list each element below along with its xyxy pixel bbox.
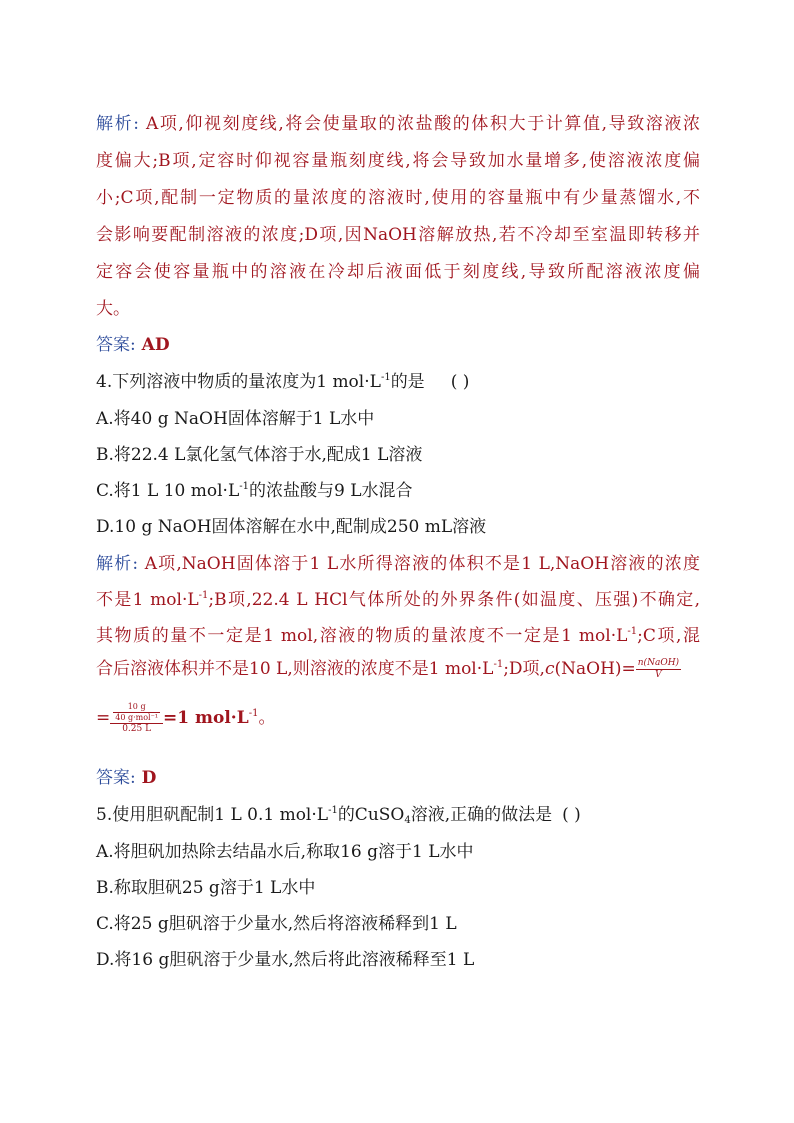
analysis-4-line-5: [96, 702, 275, 752]
analysis-3-line-4: 会影响要配制溶液的浓度;D项,因NaOH溶解放热,若不冷却至室温即转移并: [96, 225, 700, 245]
answer-label: 答案:: [96, 768, 136, 788]
analysis-label: 解析:: [96, 114, 139, 134]
q4-option-c-text-2: 的浓盐酸与9 L水混合: [249, 481, 413, 501]
analysis-4-text-2b: ;B项,22.4 L HCl气体所处的外界条件(如温度、压强)不确定,: [208, 590, 700, 610]
result-text: =1 mol·L: [163, 708, 249, 728]
question-5-stem: [96, 803, 581, 827]
equals-sign: =: [96, 708, 111, 728]
q5-stem-text-2: 的CuSO: [337, 805, 405, 825]
fraction-numerator: n(NaOH): [637, 658, 680, 668]
analysis-4-line-4: [96, 657, 700, 681]
concentration-symbol: c: [544, 659, 555, 679]
analysis-4-line-2: [96, 588, 700, 612]
q5-option-d: D.将16 g胆矾溶于少量水,然后将此溶液稀释至1 L: [96, 950, 475, 970]
q4-stem-text-2: 的是: [390, 372, 425, 392]
answer-blank: ( ): [450, 372, 470, 392]
q5-stem-text: 5.使用胆矾配制1 L 0.1 mol·L: [96, 805, 329, 825]
analysis-4-text-4b: ;D项,: [503, 659, 545, 679]
q4-option-d: D.10 g NaOH固体溶解在水中,配制成250 mL溶液: [96, 517, 487, 537]
q5-stem-text-3: 溶液,正确的做法是: [410, 805, 553, 825]
analysis-3-line-5: 定容会使容量瓶中的溶液在冷却后液面低于刻度线,导致所配溶液浓度偏: [96, 262, 700, 282]
analysis-4-text-1: A项,NaOH固体溶于1 L水所得溶液的体积不是1 L,NaOH溶液的浓度: [138, 554, 700, 574]
q4-stem-sup: -1: [380, 372, 391, 383]
q5-stem-sup: -1: [328, 805, 338, 816]
q5-option-a: A.将胆矾加热除去结晶水后,称取16 g溶于1 L水中: [96, 842, 474, 862]
analysis-3-line-2: 度偏大;B项,定容时仰视容量瓶刻度线,将会导致加水量增多,使溶液浓度偏: [96, 151, 700, 171]
superscript: -1: [493, 659, 504, 670]
analysis-4-text-3a: 其物质的量不一定是1 mol,溶液的物质的量浓度不一定是1 mol·L: [96, 626, 628, 646]
answer-4: [96, 766, 156, 790]
q4-option-b: B.将22.4 L氯化氢气体溶于水,配成1 L溶液: [96, 445, 423, 465]
fraction-denominator: 0.25 L: [122, 724, 152, 734]
superscript: -1: [627, 626, 638, 637]
answer-value: AD: [135, 335, 170, 355]
analysis-3-line-1: [96, 112, 700, 136]
answer-label: 答案:: [96, 335, 136, 355]
analysis-4-text-4a: 合后溶液体积并不是10 L,则溶液的浓度不是1 mol·L: [96, 659, 494, 679]
analysis-4-text-2a: 不是1 mol·L: [96, 590, 199, 610]
q5-stem-sub: 4: [404, 815, 411, 826]
superscript: -1: [198, 590, 209, 601]
answer-blank: ( ): [562, 805, 581, 825]
inner-numerator: 10 g: [113, 702, 160, 713]
period: 。: [258, 708, 276, 728]
answer-3: [96, 333, 170, 357]
analysis-3-line-3: 小;C项,配制一定物质的量浓度的溶液时,使用的容量瓶中有少量蒸馏水,不: [96, 188, 700, 208]
fraction-mass-over-volume: [110, 702, 163, 735]
analysis-4-line-1: [96, 552, 700, 576]
q4-option-c-sup: -1: [239, 481, 249, 492]
analysis-3-text-1: A项,仰视刻度线,将会使量取的浓盐酸的体积大于计算值,导致溶液浓: [138, 114, 700, 134]
q4-option-a: A.将40 g NaOH固体溶解于1 L水中: [96, 409, 375, 429]
superscript: -1: [248, 708, 259, 719]
analysis-4-text-4d: (NaOH)=: [554, 659, 636, 679]
inner-fraction: [113, 702, 160, 723]
analysis-label: 解析:: [96, 554, 139, 574]
fraction-denominator: V: [655, 670, 662, 680]
fraction-n-over-v: [636, 658, 681, 681]
q5-option-b: B.称取胆矾25 g溶于1 L水中: [96, 878, 316, 898]
q4-stem-text: 4.下列溶液中物质的量浓度为1 mol·L: [96, 372, 381, 392]
compound-numerator: [110, 702, 163, 724]
q4-option-c-text: C.将1 L 10 mol·L: [96, 481, 240, 501]
answer-value: D: [135, 768, 157, 788]
analysis-4-line-3: [96, 624, 700, 648]
analysis-4-text-3b: ;C项,混: [637, 626, 700, 646]
inner-denominator: 40 g·mol⁻¹: [115, 713, 159, 722]
question-4-stem: [96, 370, 469, 394]
q5-option-c: C.将25 g胆矾溶于少量水,然后将溶液稀释到1 L: [96, 914, 457, 934]
analysis-3-line-6: 大。: [96, 299, 130, 319]
q4-option-c: [96, 479, 413, 503]
